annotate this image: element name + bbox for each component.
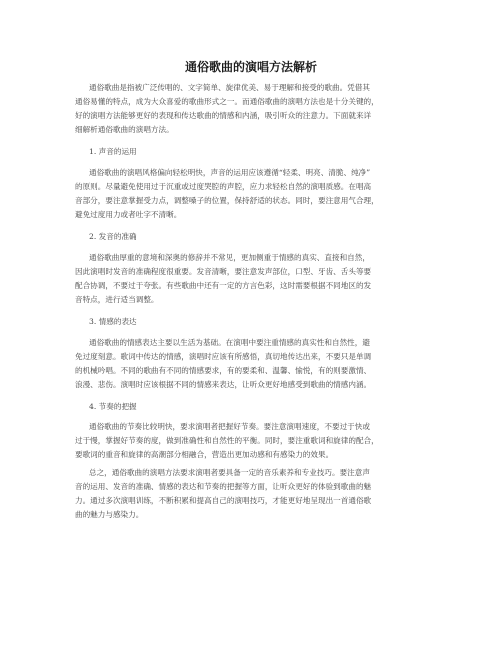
text-line: 要歌词的重音和旋律的高潮部分相融合，营造出更加动感和有感染力的效果。 [75,450,334,459]
section-heading-4: 4. 节奏的把握 [89,402,137,411]
text-line: 因此演唱时发音的准确程度很重要。发音清晰，要注意发声部位，口型、牙齿、舌头等要 [75,267,372,276]
text-line: 好的演唱方法能够更好的表现和传达歌曲的情感和内涵，吸引听众的注意力。下面就来详 [75,111,372,120]
text-line: 通俗歌曲的情感表达主要以生活为基础。在演唱中要注重情感的真实性和自然性，避 [89,338,370,347]
text-line: 音特点，进行适当调整。 [75,295,159,304]
section-body-4 [75,420,432,462]
text-line: 细解析通俗歌曲的演唱方法。 [75,125,174,134]
text-line: 的原则。尽量避免使用过于沉重或过度哭腔的声腔，应力求轻松自然的演唱质感。在唱高 [75,182,372,191]
text-line: 配合协调，不要过于夸张。有些歌曲中还有一定的方言色彩，这时需要根据不同地区的发 [75,281,372,290]
text-line: 免过度刻意。歌词中传达的情感，演唱时应该有所感悟，真切地传达出来，不要只是单调 [75,352,372,361]
document-title: 通俗歌曲的演唱方法解析 [184,60,317,74]
text-line: 的机械吟唱。不同的歌曲有不同的情感要求，有的要柔和、温馨、愉悦，有的则要激情、 [75,366,372,375]
conclusion-paragraph [75,466,432,522]
section-body-3 [75,336,432,392]
text-line: 通俗歌曲是指被广泛传唱的、文字简单、旋律优美、易于理解和接受的歌曲。凭借其 [89,83,370,92]
section-heading-1: 1. 声音的运用 [89,147,137,156]
text-line: 音部分，要注意掌握受力点，调整嗓子的位置，保持舒适的状态。同时，要注意用气合理， [75,196,379,205]
text-line: 曲的魅力与感染力。 [75,510,144,519]
text-line: 音的运用、发音的准确、情感的表达和节奏的把握等方面，让听众更好的体验到歌曲的魅 [75,482,372,491]
text-line: 通俗歌曲的演唱风格偏向轻松明快，声音的运用应该遵循“轻柔、明亮、清脆、纯净” [89,168,371,177]
section-heading-3: 3. 情感的表达 [89,317,137,326]
text-line: 力。通过多次演唱训练，不断积累和提高自己的演唱技巧，才能更好地呈现出一首通俗歌 [75,496,372,505]
section-heading-2: 2. 发音的准确 [89,232,137,241]
text-line: 浪漫、悲伤。演唱时应该根据不同的情感来表达，让听众更好地感受到歌曲的情感内涵。 [75,380,372,389]
text-line: 通俗歌曲的节奏比较明快，要求演唱者把握好节奏。要注意演唱速度，不要过于快或 [89,422,370,431]
intro-paragraph [75,81,432,137]
section-body-2 [75,251,432,307]
text-line: 总之，通俗歌曲的演唱方法要求演唱者要具备一定的音乐素养和专业技巧。要注意声 [89,468,370,477]
section-body-1 [75,166,432,222]
text-line: 避免过度用力或者吐字不清晰。 [75,210,182,219]
text-line: 过于慢，掌握好节奏的度，做到准确性和自然性的平衡。同时，要注重歌词和旋律的配合， [75,436,379,445]
text-line: 通俗歌曲厚重的意境和深奥的修辞并不常见，更加侧重于情感的真实、直接和自然， [89,253,370,262]
text-line: 通俗易懂的特点，成为大众喜爱的歌曲形式之一。而通俗歌曲的演唱方法也是十分关键的， [75,97,379,106]
